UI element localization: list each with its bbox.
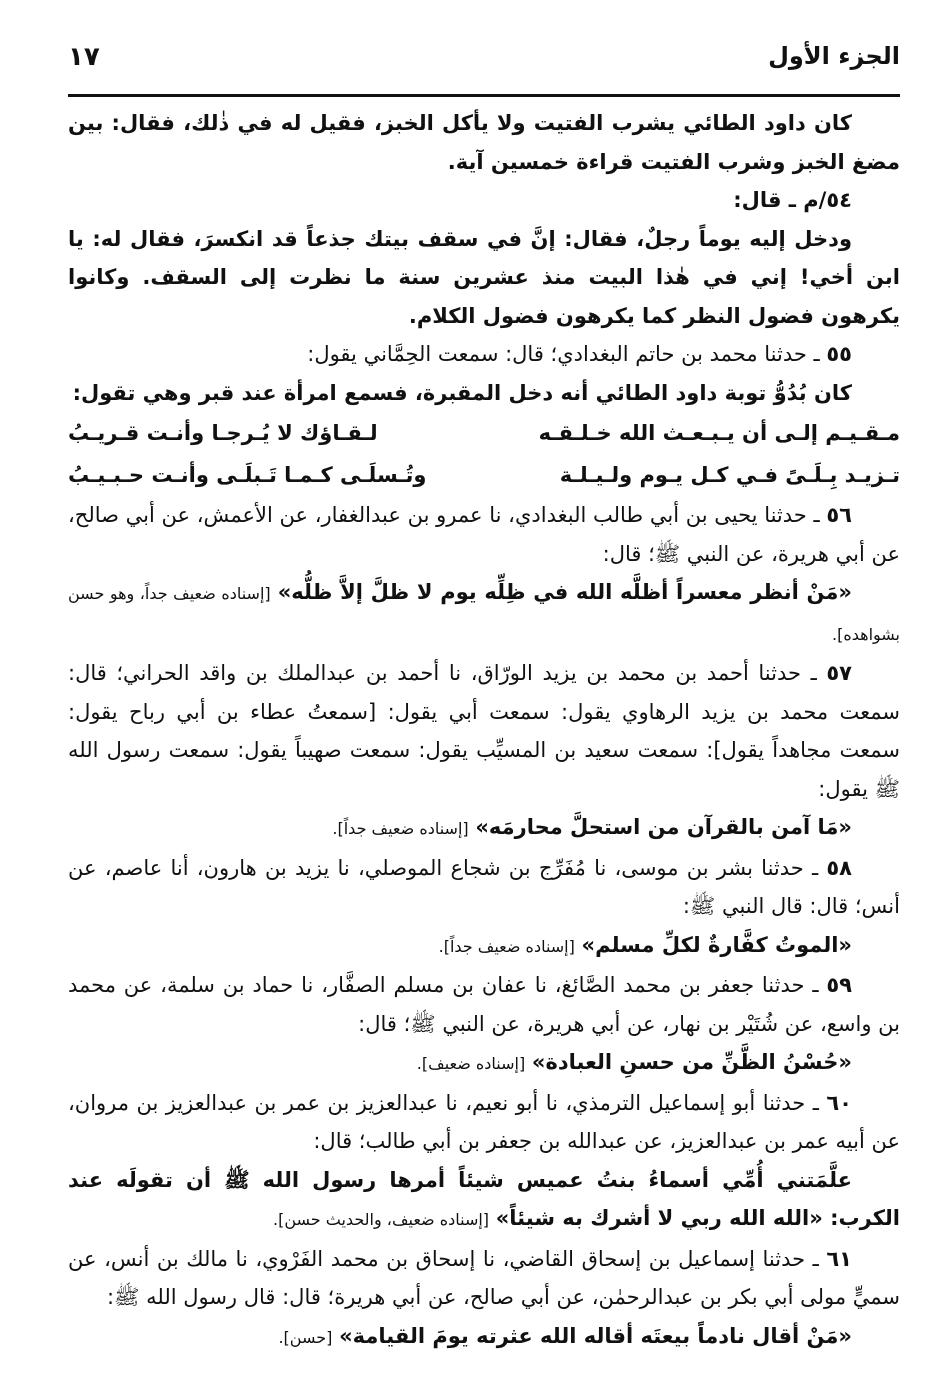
entry-57-matn [68, 808, 900, 849]
poem-verse [68, 454, 900, 496]
entry-59-hadith-text: «حُسْنُ الظَّنِّ من حسنِ العبادة» [531, 1050, 852, 1074]
entry-61-chain: ـ حدثنا إسماعيل بن إسحاق القاضي، نا إسحاق بن محمد الفَرْوي، نا مالك بن أنس، عن سميٍّ مولى أبي بكر بن عبدالرحمٰن، عن أبي صالح، عن أبي هريرة؛ قال: قال رسول الله ﷺ: [68, 1246, 900, 1309]
entry-56-grade: [إسناده ضعيف جداً، وهو حسن بشواهده]. [68, 584, 900, 644]
entry-54-text [68, 220, 900, 336]
entry-55-text [68, 374, 900, 413]
entry-57-number: ٥٧ [826, 661, 852, 685]
entry-60-hadith-text: علَّمَتني أُمِّي أسماءُ بنتُ عميس شيئاً أمرها رسول الله ﷺ أن تقولَه عند الكرب: «الله الله ربي لا أشرك به شيئاً» [68, 1167, 900, 1230]
poem-verse-2-first-half: تـزيـد بِـلَـىً فـي كـل يـوم ولـيـلـة [559, 463, 900, 487]
entry-55-chain: ـ حدثنا محمد بن حاتم البغدادي؛ قال: سمعت الحِمَّاني يقول: [307, 342, 820, 366]
poem-verse-1-second-half: لـقـاؤك لا يُـرجـا وأنـت قـريـبُ [68, 421, 378, 445]
entry-57-grade: [إسناده ضعيف جداً]. [332, 819, 469, 838]
entry-58-hadith-text: «الموتُ كفَّارةٌ لكلِّ مسلم» [581, 932, 852, 957]
entry-60-grade: [إسناده ضعيف، والحديث حسن]. [273, 1210, 490, 1229]
entry-61-matn [68, 1317, 900, 1358]
entry-60-isnad [68, 1084, 900, 1161]
paragraph-intro [68, 104, 900, 181]
page-header [68, 38, 900, 82]
entry-58-isnad [68, 849, 900, 926]
entry-56-number: ٥٦ [826, 503, 852, 527]
entry-55-isnad [68, 335, 900, 374]
poem [68, 412, 900, 496]
page-body [68, 104, 900, 1357]
entry-55-body: كان بُدُوُّ توبة داود الطائي أنه دخل المقبرة، فسمع امرأة عند قبر وهي تقول: [72, 380, 852, 405]
entry-54-heading [68, 181, 900, 220]
entry-59-isnad [68, 966, 900, 1043]
entry-56-chain: ـ حدثنا يحيى بن أبي طالب البغدادي، نا عمرو بن عبدالغفار، عن الأعمش، عن أبي صالح، عن أبي هريرة، عن النبي ﷺ؛ قال: [68, 503, 900, 566]
entry-56-hadith-text: «مَنْ أنظر معسراً أظلَّه الله في ظِلِّه يوم لا ظلَّ إلاَّ ظلُّه» [277, 580, 853, 604]
running-title: الجزء الأول [768, 42, 900, 70]
entry-58-matn [68, 926, 900, 967]
entry-60-matn [68, 1161, 900, 1240]
entry-59-number: ٥٩ [826, 973, 852, 997]
entry-60-number: ٦٠ [826, 1090, 852, 1115]
entry-61-number: ٦١ [826, 1246, 852, 1271]
entry-61-isnad [68, 1240, 900, 1317]
entry-61-hadith-text: «مَنْ أقال نادماً بيعتَه أقاله الله عثرته يومَ القيامة» [339, 1323, 852, 1348]
entry-59-grade: [إسناده ضعيف]. [416, 1054, 526, 1073]
entry-58-grade: [إسناده ضعيف جداً]. [438, 936, 575, 956]
entry-58-number: ٥٨ [826, 855, 852, 880]
entry-56-isnad [68, 496, 900, 573]
entry-54-body: ودخل إليه يوماً رجلٌ، فقال: إنَّ في سقف بيتك جذعاً قد انكسرَ، فقال له: يا ابن أخي! إني في هٰذا البيت منذ عشرين سنة ما نظرت إلى السقف. وكانوا يكرهون فضول النظر كما يكرهون فضول الكلام. [68, 226, 900, 328]
entry-60-chain: ـ حدثنا أبو إسماعيل الترمذي، نا أبو نعيم، نا عبدالعزيز بن عمر بن عبدالعزيز بن مروان، عن أبيه عمر بن عبدالعزيز، عن عبدالله بن جعفر بن أبي طالب؛ قال: [68, 1090, 900, 1153]
entry-59-chain: ـ حدثنا جعفر بن محمد الصَّائغ، نا عفان بن مسلم الصفَّار، نا حماد بن سلمة، عن محمد بن واسع، عن شُتَيْر بن نهار، عن أبي هريرة، عن النبي ﷺ؛ قال: [68, 973, 900, 1036]
entry-57-isnad [68, 654, 900, 808]
entry-57-chain: ـ حدثنا أحمد بن محمد بن يزيد الورّاق، نا أحمد بن عبدالملك بن واقد الحراني؛ قال: سمعت محمد بن يزيد الرهاوي يقول: سمعت أبي يقول: [سمعتُ عطاء بن أبي رباح يقول: سمعت مجاهداً يقول]: سمعت سعيد بن المسيِّب يقول: سمعت صهيباً يقول: سمعت رسول الله ﷺ يقول: [68, 661, 900, 801]
entry-57-hadith-text: «مَا آمن بالقرآن من استحلَّ محارمَه» [475, 815, 852, 839]
entry-54-label: ٥٤/م ـ قال: [733, 188, 852, 212]
intro-text: كان داود الطائي يشرب الفتيت ولا يأكل الخبز، فقيل له في ذٰلك، فقال: بين مضغ الخبز وشرب الفتيت قراءة خمسين آية. [68, 111, 900, 174]
entry-56-matn [68, 573, 900, 654]
poem-verse-1-first-half: مـقـيـم إلـى أن يـبـعـث الله خـلـقـه [538, 421, 900, 445]
page-number: ١٧ [68, 42, 100, 72]
entry-61-grade: [حسن]. [278, 1327, 333, 1347]
poem-verse [68, 412, 900, 454]
header-rule [68, 94, 900, 97]
entry-59-matn [68, 1043, 900, 1084]
poem-verse-2-second-half: وتُـسلَـى كـمـا تَـبلَـى وأنـت حـبـيـبُ [68, 463, 427, 487]
entry-58-chain: ـ حدثنا بشر بن موسى، نا مُفَرِّج بن شجاع الموصلي، نا يزيد بن هارون، أنا عاصم، عن أنس؛ قال: قال النبي ﷺ: [68, 855, 900, 918]
entry-55-number: ٥٥ [826, 342, 852, 366]
